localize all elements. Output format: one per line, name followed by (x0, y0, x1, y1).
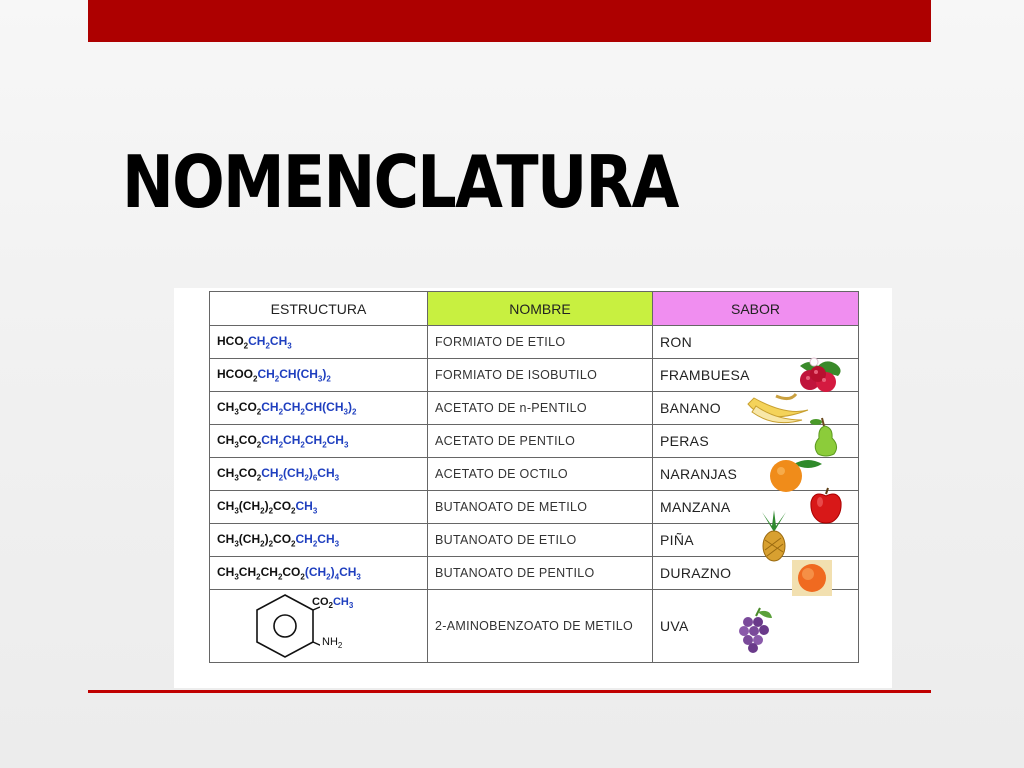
table-header-row (210, 292, 859, 326)
table-row (210, 458, 859, 491)
structure-benzene (210, 590, 428, 663)
flavor-label: DURAZNO (653, 557, 859, 590)
grape-icon (736, 606, 774, 654)
benzene-ring-icon (250, 593, 320, 659)
structure-formula: $HCOO_2CH_2CH(CH_3)_2$ (210, 359, 428, 392)
table-panel (174, 288, 892, 688)
flavor-label: MANZANA (653, 491, 859, 524)
apple-icon (808, 486, 844, 524)
peach-icon (792, 560, 832, 596)
table-row (210, 425, 859, 458)
compound-name: ACETATO DE OCTILO (428, 458, 653, 491)
top-accent-bar (88, 0, 931, 42)
compound-name: FORMIATO DE ISOBUTILO (428, 359, 653, 392)
compound-name: ACETATO DE n-PENTILO (428, 392, 653, 425)
substituent-ester: $CO_2CH_3$ (312, 596, 354, 611)
bottom-accent-rule (88, 690, 931, 693)
flavor-label: PIÑA (653, 524, 859, 557)
banana-icon (746, 392, 812, 428)
substituent-amine: $NH_2$ (322, 636, 343, 651)
flavor-label: FRAMBUESA (653, 359, 859, 392)
table-row (210, 326, 859, 359)
compound-name: BUTANOATO DE METILO (428, 491, 653, 524)
table-row (210, 359, 859, 392)
structure-formula: $CH_3CO_2CH_2CH_2CH(CH_3)_2$ (210, 392, 428, 425)
slide-title: NOMENCLATURA (121, 140, 678, 224)
compound-name: FORMIATO DE ETILO (428, 326, 653, 359)
flavor-label: PERAS (653, 425, 859, 458)
pear-icon (808, 416, 842, 458)
flavor-label: NARANJAS (653, 458, 859, 491)
structure-formula: $CH_3CO_2CH_2(CH_2)_6CH_3$ (210, 458, 428, 491)
pineapple-icon (754, 510, 794, 562)
header-estructura: ESTRUCTURA (210, 292, 428, 326)
compound-name: 2-AMINOBENZOATO DE METILO (428, 590, 653, 663)
header-sabor: SABOR (653, 292, 859, 326)
raspberry-icon (796, 356, 846, 394)
structure-formula: $HCO_2CH_2CH_3$ (210, 326, 428, 359)
structure-formula: $CH_3CO_2CH_2CH_2CH_2CH_3$ (210, 425, 428, 458)
flavor-label: RON (653, 326, 859, 359)
header-nombre: NOMBRE (428, 292, 653, 326)
compound-name: BUTANOATO DE PENTILO (428, 557, 653, 590)
flavor-label: BANANO (653, 392, 859, 425)
flavor-label: UVA (653, 590, 859, 663)
structure-formula: $CH_3CH_2CH_2CO_2(CH_2)_4CH_3$ (210, 557, 428, 590)
compound-name: ACETATO DE PENTILO (428, 425, 653, 458)
structure-formula: $CH_3(CH_2)_2CO_2CH_3$ (210, 491, 428, 524)
compound-name: BUTANOATO DE ETILO (428, 524, 653, 557)
structure-formula: $CH_3(CH_2)_2CO_2CH_2CH_3$ (210, 524, 428, 557)
